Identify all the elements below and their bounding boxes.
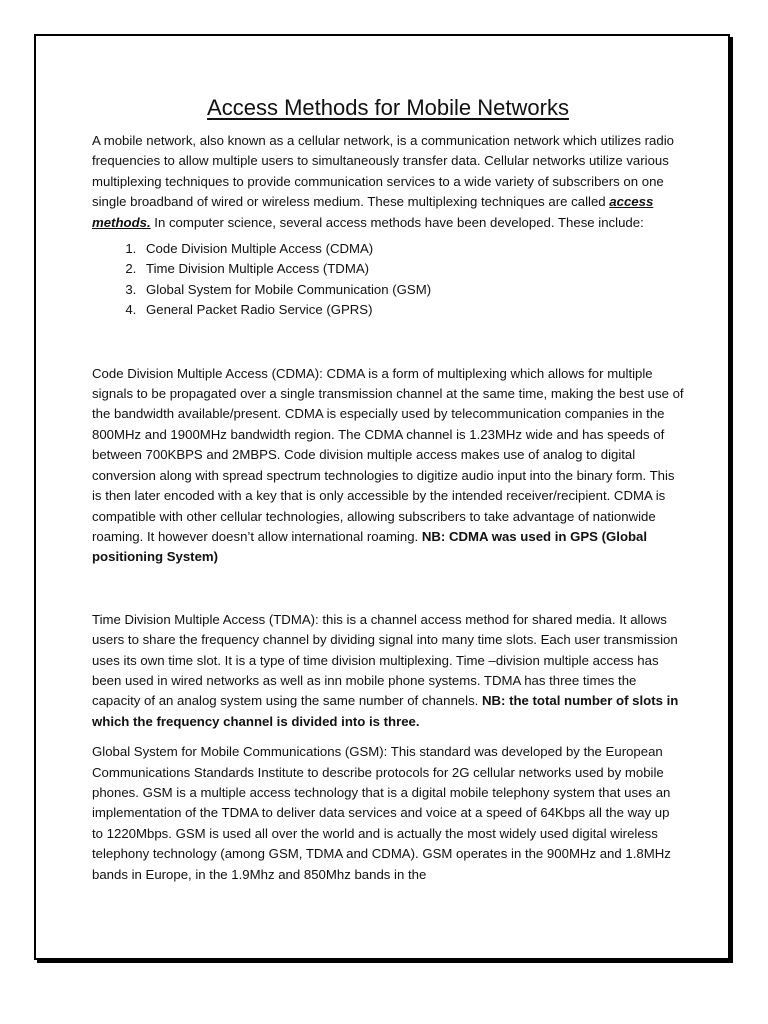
intro-paragraph: [92, 131, 684, 233]
list-item-gsm: 3. Global System for Mobile Communication (GSM): [140, 280, 684, 300]
tdma-text: Time Division Multiple Access (TDMA): this is a channel access method for shared media. It allows users to share the frequency channel by dividing signal into many time slots. Each user transmission uses its own time slot. It is a type of time division multiplexing. Time –division multiple access has been used in wired networks as well as inn mobile phone systems. TDMA has three times the capacity of an analog system using the same number of channels.: [92, 611, 678, 709]
document-body: [92, 94, 684, 885]
gsm-paragraph: [92, 742, 684, 885]
list-item-cdma: 1. Code Division Multiple Access (CDMA): [140, 239, 684, 259]
document-page: [34, 34, 730, 960]
tdma-paragraph: [92, 610, 684, 732]
cdma-paragraph: [92, 364, 684, 568]
page-title: Access Methods for Mobile Networks: [207, 95, 569, 120]
list-item-tdma: 2. Time Division Multiple Access (TDMA): [140, 259, 684, 279]
access-methods-term: access methods.: [92, 194, 654, 230]
list-item-gprs: 4. General Packet Radio Service (GPRS): [140, 300, 684, 320]
tdma-note: NB: the total number of slots in which the frequency channel is divided into is three.: [92, 693, 679, 729]
intro-text: A mobile network, also known as a cellular network, is a communication network which utilizes radio frequencies to allow multiple users to simultaneously transfer data. Cellular networks utilize various multiplexing techniques to provide communication services to a wide variety of subscribers on one single broadband of wired or wireless medium. These multiplexing techniques are called: [92, 133, 674, 210]
intro-text-end: In computer science, several access methods have been developed. These include:: [150, 214, 644, 230]
access-methods-list: [92, 239, 684, 321]
gsm-text: Global System for Mobile Communications (GSM): This standard was developed by the European Communications Standards Institute to describe protocols for 2G cellular networks used by mobile phones. GSM is a multiple access technology that is a digital mobile telephony system that uses an implementation of the TDMA to deliver data services and voice at a speed of 64Kbps all the way up to 1220Mbps. GSM is used all over the world and is actually the most widely used digital wireless telephony technology (among GSM, TDMA and CDMA). GSM operates in the 900MHz and 1.8MHz bands in Europe, in the 1.9Mhz and 850Mhz bands in the: [92, 744, 671, 882]
cdma-text: Code Division Multiple Access (CDMA): CDMA is a form of multiplexing which allows for multiple signals to be propagated over a single transmission channel at the same time, making the best use of the bandwidth available/present. CDMA is especially used by telecommunication companies in the 800MHz and 1900MHz bandwidth region. The CDMA channel is 1.23MHz wide and has speeds of between 700KBPS and 2MBPS. Code division multiple access makes use of analog to digital conversion along with spread spectrum technologies to digitize audio input into the binary form. This is then later encoded with a key that is only accessible by the intended receiver/recipient. CDMA is compatible with other cellular technologies, allowing subscribers to take advantage of nationwide roaming. It however doesn’t allow international roaming.: [92, 365, 684, 544]
cdma-note: NB: CDMA was used in GPS (Global positioning System): [92, 528, 648, 565]
